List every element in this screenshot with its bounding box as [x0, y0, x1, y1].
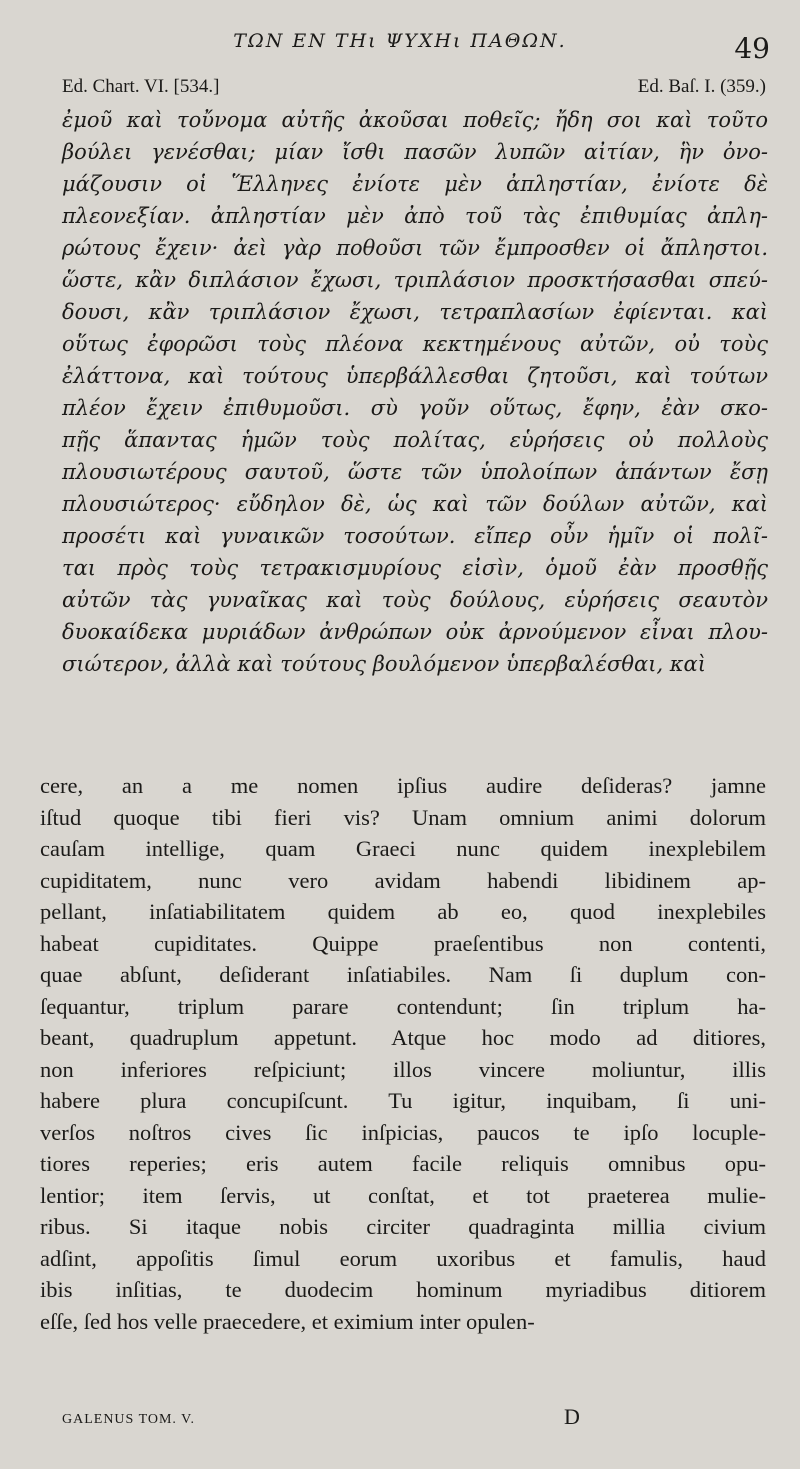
greek-text-line: δουσι, κἂν τριπλάσιον ἔχωσι, τετραπλασίων ἐφίενται. καὶ — [62, 300, 768, 324]
greek-text-line: οὕτως ἐφορῶσι τοὺς πλέονα κεκτημένους αὐτῶν, οὐ τοὺς — [62, 332, 768, 356]
edition-reference-chart: Ed. Chart. VI. [534.] — [62, 76, 220, 97]
latin-text-line: cupiditatem, nunc vero avidam habendi libidinem ap- — [40, 867, 766, 893]
latin-text-line: ſequantur, triplum parare contendunt; ſin triplum ha- — [40, 993, 766, 1019]
running-title: ΤΩΝ ΕΝ ΤΗι ΨΥΧΗι ΠΑΘΩΝ. — [233, 30, 567, 52]
latin-text-line: tiores reperies; eris autem facile reliquis omnibus opu- — [40, 1151, 766, 1176]
greek-text-line: ὥστε, κἂν διπλάσιον ἔχωσι, τριπλάσιον προσκτήσασθαι σπεύ- — [62, 268, 768, 292]
greek-text-line: βούλει γενέσθαι; μίαν ἴσθι πασῶν λυπῶν αἰτίαν, ἣν ὀνο- — [62, 140, 768, 164]
greek-text-line: προσέτι καὶ γυναικῶν τοσούτων. εἴπερ οὖν ἡμῖν οἱ πολῖ- — [62, 524, 768, 548]
printer-signature: GALENUS TOM. V. — [62, 1412, 195, 1427]
greek-text-line: πλουσιώτερος· εὔδηλον δὲ, ὡς καὶ τῶν δούλων αὐτῶν, καὶ — [62, 492, 768, 516]
greek-text-line: πλέον ἔχειν ἐπιθυμοῦσι. σὺ γοῦν οὕτως, ἔφην, ἐὰν σκο- — [62, 396, 768, 420]
latin-text-line: adſint, appoſitis ſimul eorum uxoribus et famulis, haud — [40, 1245, 766, 1271]
greek-text-line: πλουσιωτέρους σαυτοῦ, ὥστε τῶν ὑπολοίπων ἁπάντων ἔσῃ — [62, 460, 768, 484]
latin-text-line: quae abſunt, deſiderant inſatiabiles. Nam ſi duplum con- — [40, 962, 766, 987]
greek-text-line: μάζουσιν οἱ Ἕλληνες ἐνίοτε μὲν ἀπληστίαν, ἐνίοτε δὲ — [62, 172, 768, 196]
latin-text-line: iſtud quoque tibi fieri vis? Unam omnium animi dolorum — [40, 804, 766, 830]
greek-text-line: ἐλάττονα, καὶ τούτους ὑπερβάλλεσθαι ζητοῦσι, καὶ τούτων — [62, 364, 768, 388]
latin-text-line: non inferiores reſpiciunt; illos vincere moliuntur, illis — [40, 1056, 766, 1082]
latin-text-line: beant, quadruplum appetunt. Atque hoc modo ad ditiores, — [40, 1025, 766, 1050]
latin-text-line: ribus. Si itaque nobis circiter quadraginta millia civium — [40, 1214, 766, 1239]
signature-letter: D — [564, 1404, 580, 1429]
latin-text-line: lentior; item ſervis, ut conſtat, et tot praeterea mulie- — [40, 1182, 766, 1208]
latin-text-line: ibis inſitias, te duodecim hominum myriadibus ditiorem — [40, 1277, 766, 1302]
greek-text-line: δυοκαίδεκα μυριάδων ἀνθρώπων οὐκ ἀρνούμενον εἶναι πλου- — [62, 620, 768, 644]
greek-text-line: πλεονεξίαν. ἀπληστίαν μὲν ἀπὸ τοῦ τὰς ἐπιθυμίας ἀπλη- — [62, 204, 768, 228]
latin-text-line: eſſe, ſed hos velle praecedere, et eximium inter opulen- — [40, 1308, 535, 1334]
latin-text-line: habeat cupiditates. Quippe praeſentibus non contenti, — [40, 930, 766, 956]
greek-text-line: αὐτῶν τὰς γυναῖκας καὶ τοὺς δούλους, εὑρήσεις σεαυτὸν — [62, 588, 768, 612]
greek-text-line: ται πρὸς τοὺς τετρακισμυρίους εἰσὶν, ὁμοῦ ἐὰν προσθῇς — [62, 556, 768, 580]
greek-text-line: ρώτους ἔχειν· ἀεὶ γὰρ ποθοῦσι τῶν ἔμπροσθεν οἱ ἄπληστοι. — [62, 236, 768, 260]
latin-text-line: verſos noſtros cives ſic inſpicias, paucos te ipſo locuple- — [40, 1119, 766, 1145]
latin-text-line: pellant, inſatiabilitatem quidem ab eo, quod inexplebiles — [40, 899, 766, 924]
latin-text-line: habere plura concupiſcunt. Tu igitur, inquibam, ſi uni- — [40, 1088, 766, 1113]
greek-text-line: ἐμοῦ καὶ τοὔνομα αὐτῆς ἀκοῦσαι ποθεῖς; ἤδη σοι καὶ τοῦτο — [62, 108, 768, 132]
latin-text-line: cere, an a me nomen ipſius audire deſideras? jamne — [40, 773, 766, 798]
latin-text-block — [40, 770, 766, 1337]
latin-text-line: cauſam intellige, quam Graeci nunc quidem inexplebilem — [40, 836, 766, 861]
greek-text-line: πῇς ἅπαντας ἡμῶν τοὺς πολίτας, εὑρήσεις οὐ πολλοὺς — [62, 428, 768, 452]
edition-reference-basel: Ed. Baſ. I. (359.) — [637, 76, 766, 97]
page-number: 49 — [734, 32, 770, 65]
greek-text-block — [62, 104, 768, 680]
greek-text-line: σιώτερον, ἀλλὰ καὶ τούτους βουλόμενον ὑπερβαλέσθαι, καὶ — [62, 652, 706, 676]
